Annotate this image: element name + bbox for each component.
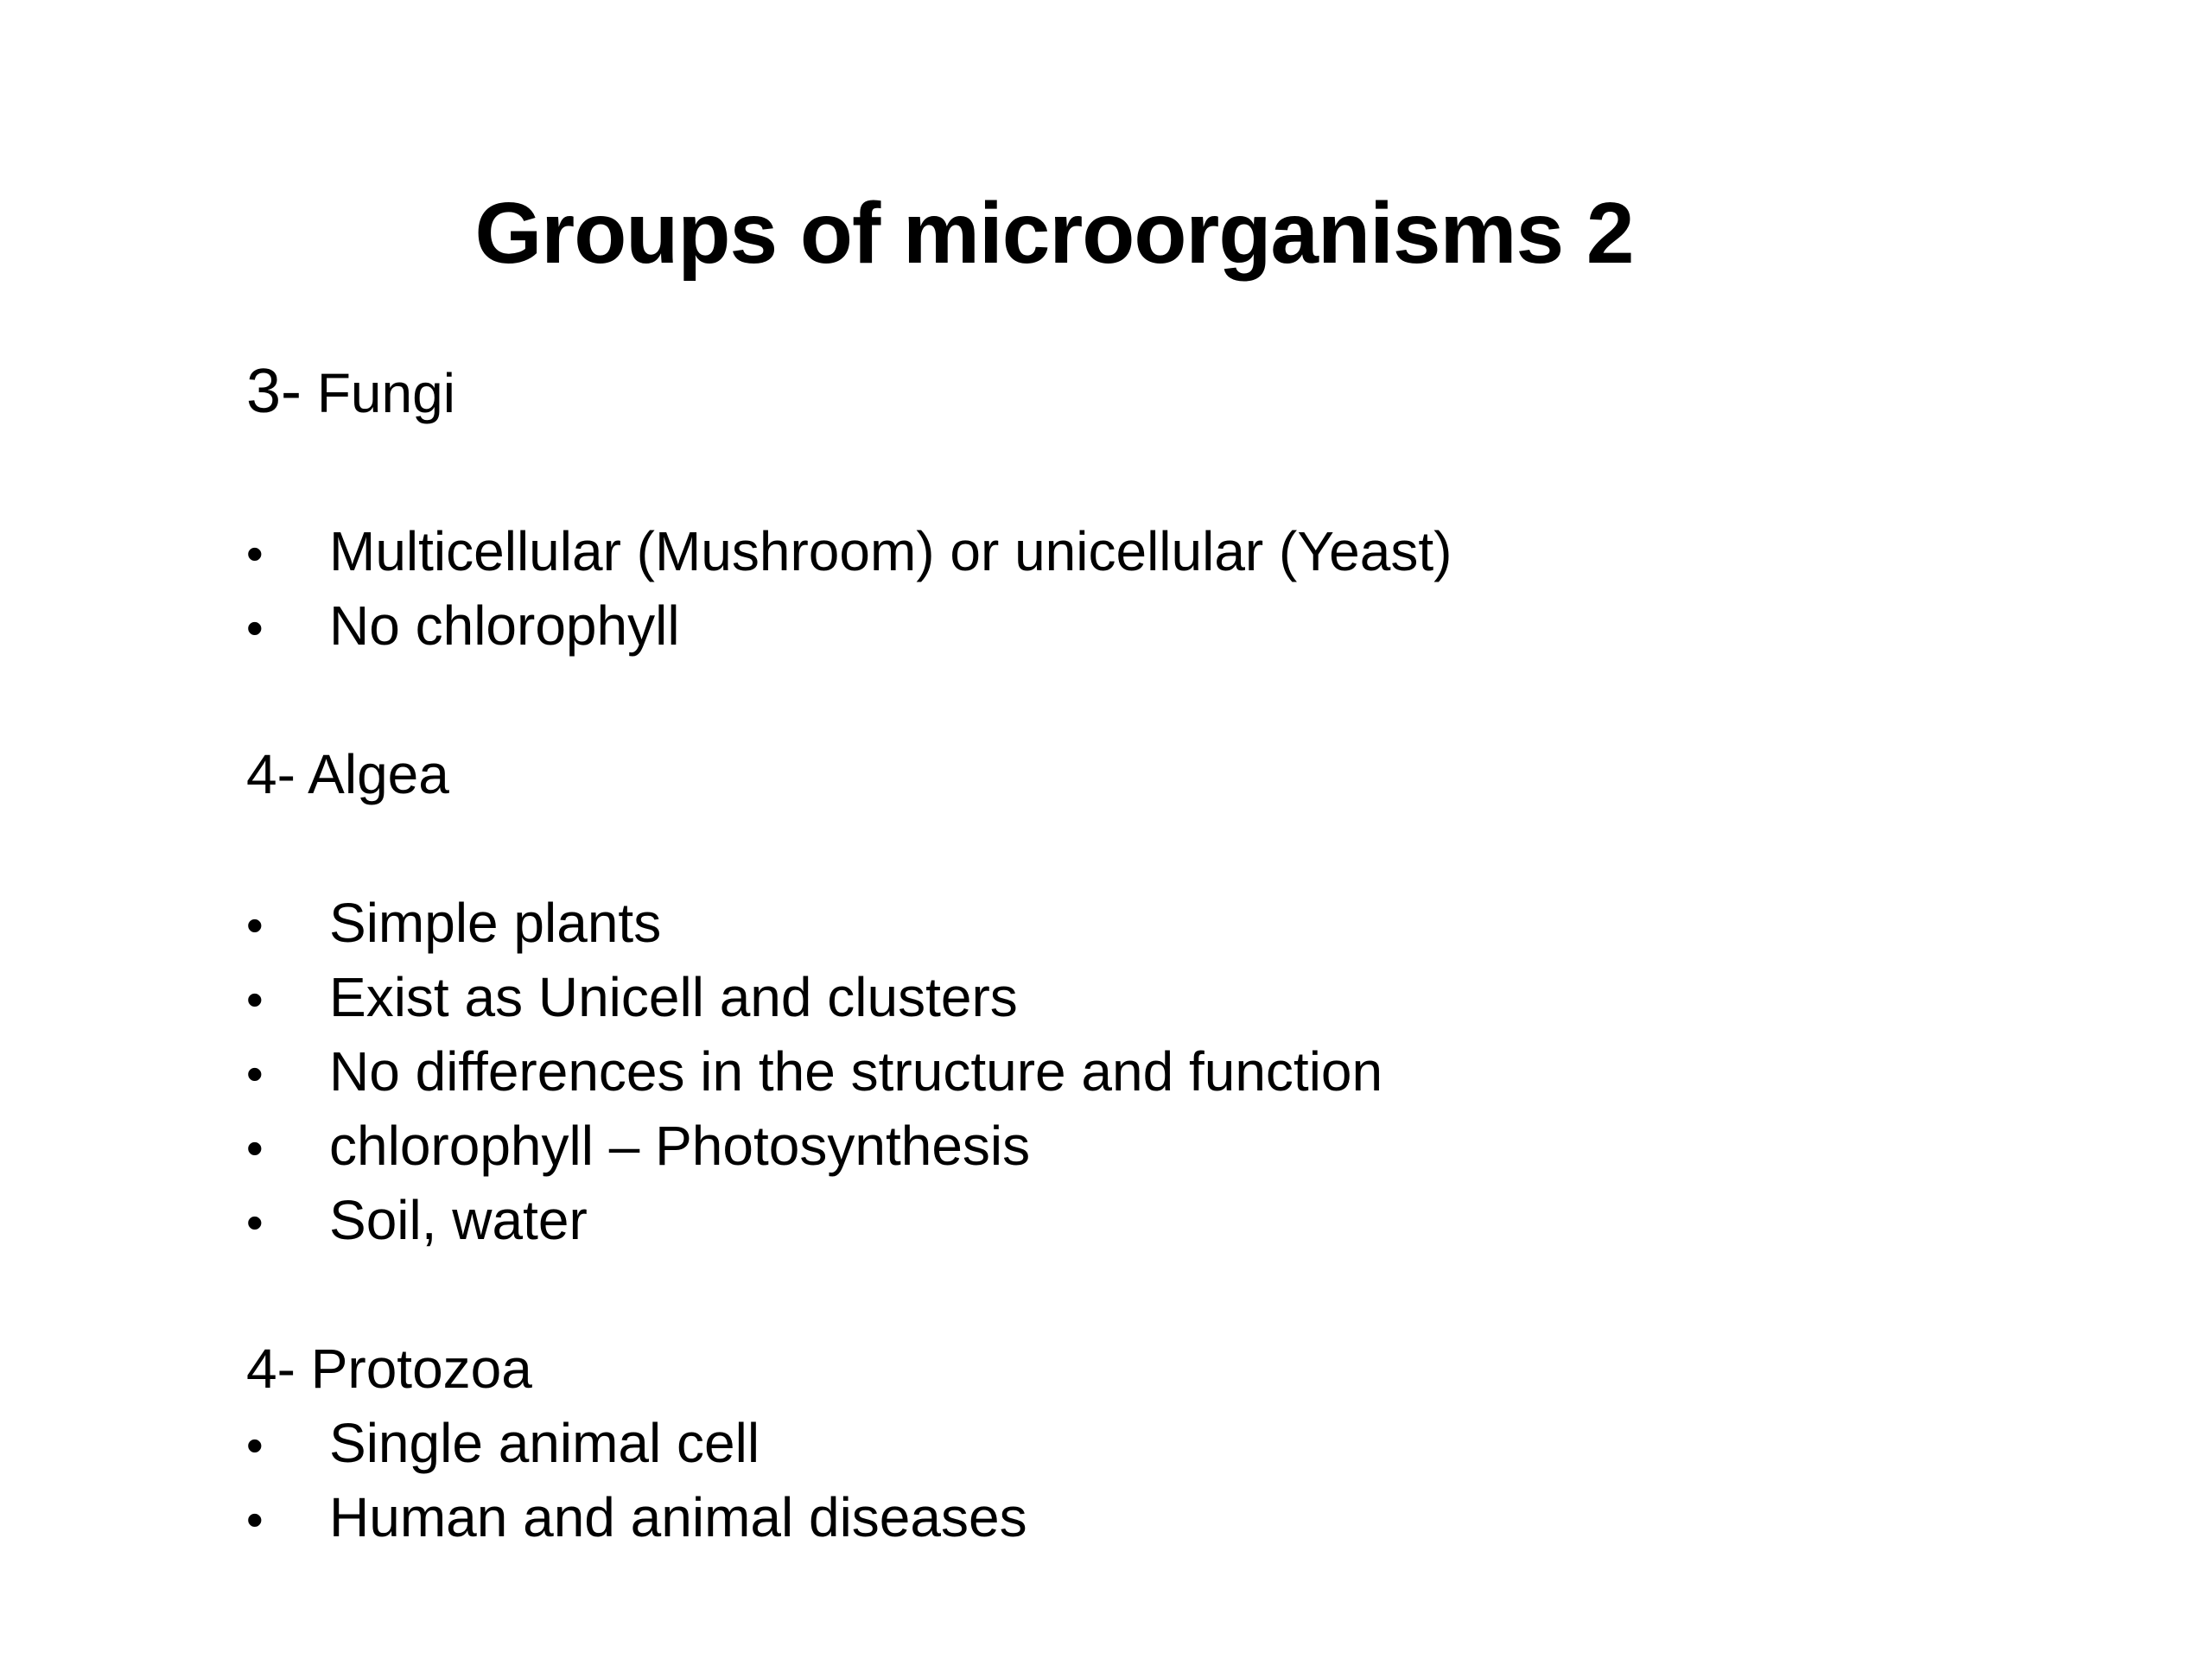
section-heading-algea [246, 737, 449, 811]
bullet-icon: • [246, 1046, 264, 1101]
list-item [246, 886, 661, 963]
list-item-text: Soil, water [329, 1189, 588, 1251]
list-item-text: No chlorophyll [329, 594, 680, 657]
section-title: Fungi [316, 362, 455, 424]
list-item-text: Exist as Unicell and clusters [329, 966, 1018, 1028]
slide-title: Groups of microorganisms 2 [474, 185, 1634, 282]
bullet-icon: • [246, 1492, 264, 1547]
section-title: Protozoa [310, 1338, 532, 1400]
list-item [246, 1480, 1027, 1557]
section-heading-protozoa [246, 1332, 532, 1406]
list-item [246, 960, 1018, 1037]
bullet-icon: • [246, 972, 264, 1027]
list-item [246, 1034, 1382, 1111]
bullet-icon: • [246, 1121, 264, 1175]
section-heading-fungi [246, 354, 455, 430]
list-item [246, 1109, 1030, 1185]
list-item-text: Multicellular (Mushroom) or unicellular (Yeast) [329, 520, 1452, 582]
bullet-icon: • [246, 601, 264, 655]
list-item-text: Simple plants [329, 892, 662, 954]
section-number: 4- [246, 1338, 296, 1400]
section-number: 3- [246, 357, 302, 426]
section-title: Algea [308, 743, 449, 805]
list-item-text: No differences in the structure and function [329, 1040, 1383, 1103]
bullet-icon: • [246, 526, 264, 581]
list-item [246, 1183, 588, 1260]
bullet-icon: • [246, 898, 264, 952]
list-item [246, 588, 680, 665]
list-item-text: chlorophyll – Photosynthesis [329, 1115, 1031, 1177]
section-number: 4- [246, 743, 296, 805]
list-item [246, 514, 1452, 591]
bullet-icon: • [246, 1418, 264, 1472]
list-item-text: Human and animal diseases [329, 1486, 1027, 1548]
list-item-text: Single animal cell [329, 1412, 760, 1474]
list-item [246, 1406, 760, 1483]
bullet-icon: • [246, 1195, 264, 1249]
